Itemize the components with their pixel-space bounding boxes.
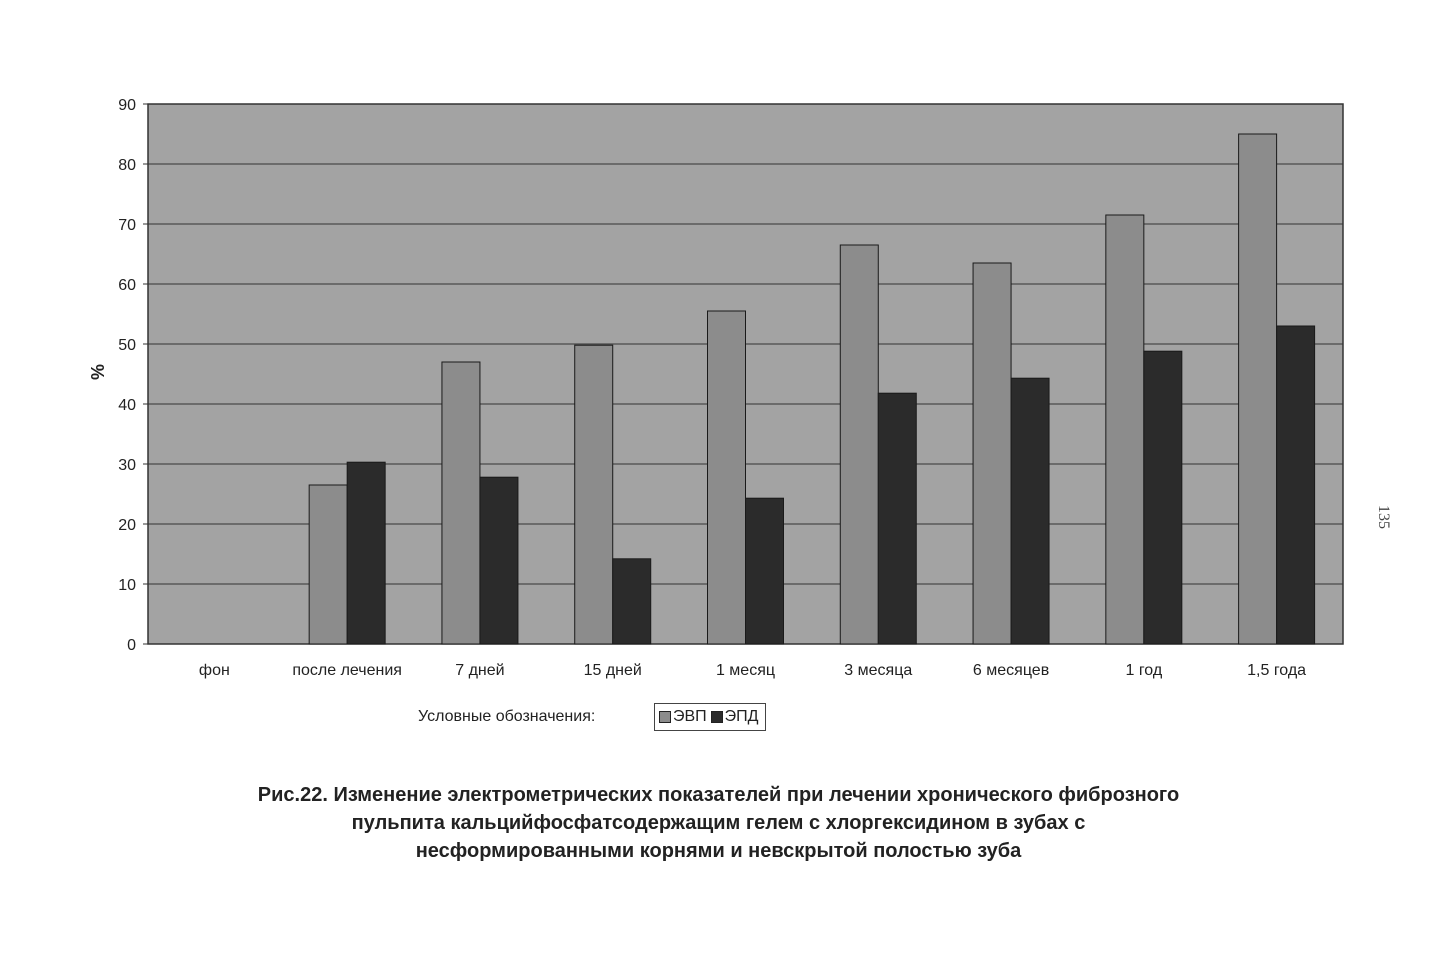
x-category-label: 1 год [1125,662,1163,679]
caption-line-3: несформированными корнями и невскрытой полостью зуба [415,840,1022,862]
legend-swatch-evp [659,711,671,723]
bar-evp [309,485,347,644]
legend-label-evp: ЭВП [673,708,707,725]
y-tick-label: 80 [118,157,136,174]
x-category-label: фон [198,662,230,679]
bar-evp [1239,134,1277,644]
x-category-label: после лечения [292,662,402,679]
bar-epd [1277,326,1315,644]
y-tick-label: 90 [118,97,136,114]
bar-epd [1144,351,1182,644]
bar-epd [878,393,916,644]
y-tick-label: 10 [118,577,136,594]
x-category-label: 7 дней [455,662,505,679]
y-axis-ticks [118,97,148,654]
legend-item-evp [659,708,707,726]
y-tick-label: 40 [118,397,136,414]
legend-swatch-epd [711,711,723,723]
x-axis-labels [199,662,1306,679]
bar-evp [1106,215,1144,644]
legend-label-epd: ЭПД [724,708,759,725]
bar-epd [347,462,385,644]
y-tick-label: 0 [127,637,136,654]
caption-line-2: пульпита кальцийфосфатсодержащим гелем с хлоргексидином в зубах с [351,812,1086,834]
y-axis-label: % [88,363,108,381]
bar-evp [575,345,613,644]
page-number: 135 [1375,505,1392,529]
bar-epd [613,559,651,644]
bar-epd [480,477,518,644]
bar-evp [840,245,878,644]
x-category-label: 15 дней [583,662,642,679]
x-category-label: 1 месяц [715,662,776,679]
legend-prefix: Условные обозначения: [418,708,596,725]
x-category-label: 6 месяцев [972,662,1050,679]
bar-evp [442,362,480,644]
y-tick-label: 30 [118,457,136,474]
y-tick-label: 50 [118,337,136,354]
legend [654,703,766,731]
caption-line-1: Рис.22. Изменение электрометрических показателей при лечении хронического фиброзного [257,784,1180,806]
bar-epd [1011,378,1049,644]
y-tick-label: 60 [118,277,136,294]
bar-epd [746,498,784,644]
y-tick-label: 70 [118,217,136,234]
bar-evp [708,311,746,644]
figure-caption [0,781,1437,865]
bar-evp [973,263,1011,644]
x-category-label: 3 месяца [844,662,913,679]
y-tick-label: 20 [118,517,136,534]
x-category-label: 1,5 года [1247,662,1307,679]
legend-item-epd [711,708,759,726]
